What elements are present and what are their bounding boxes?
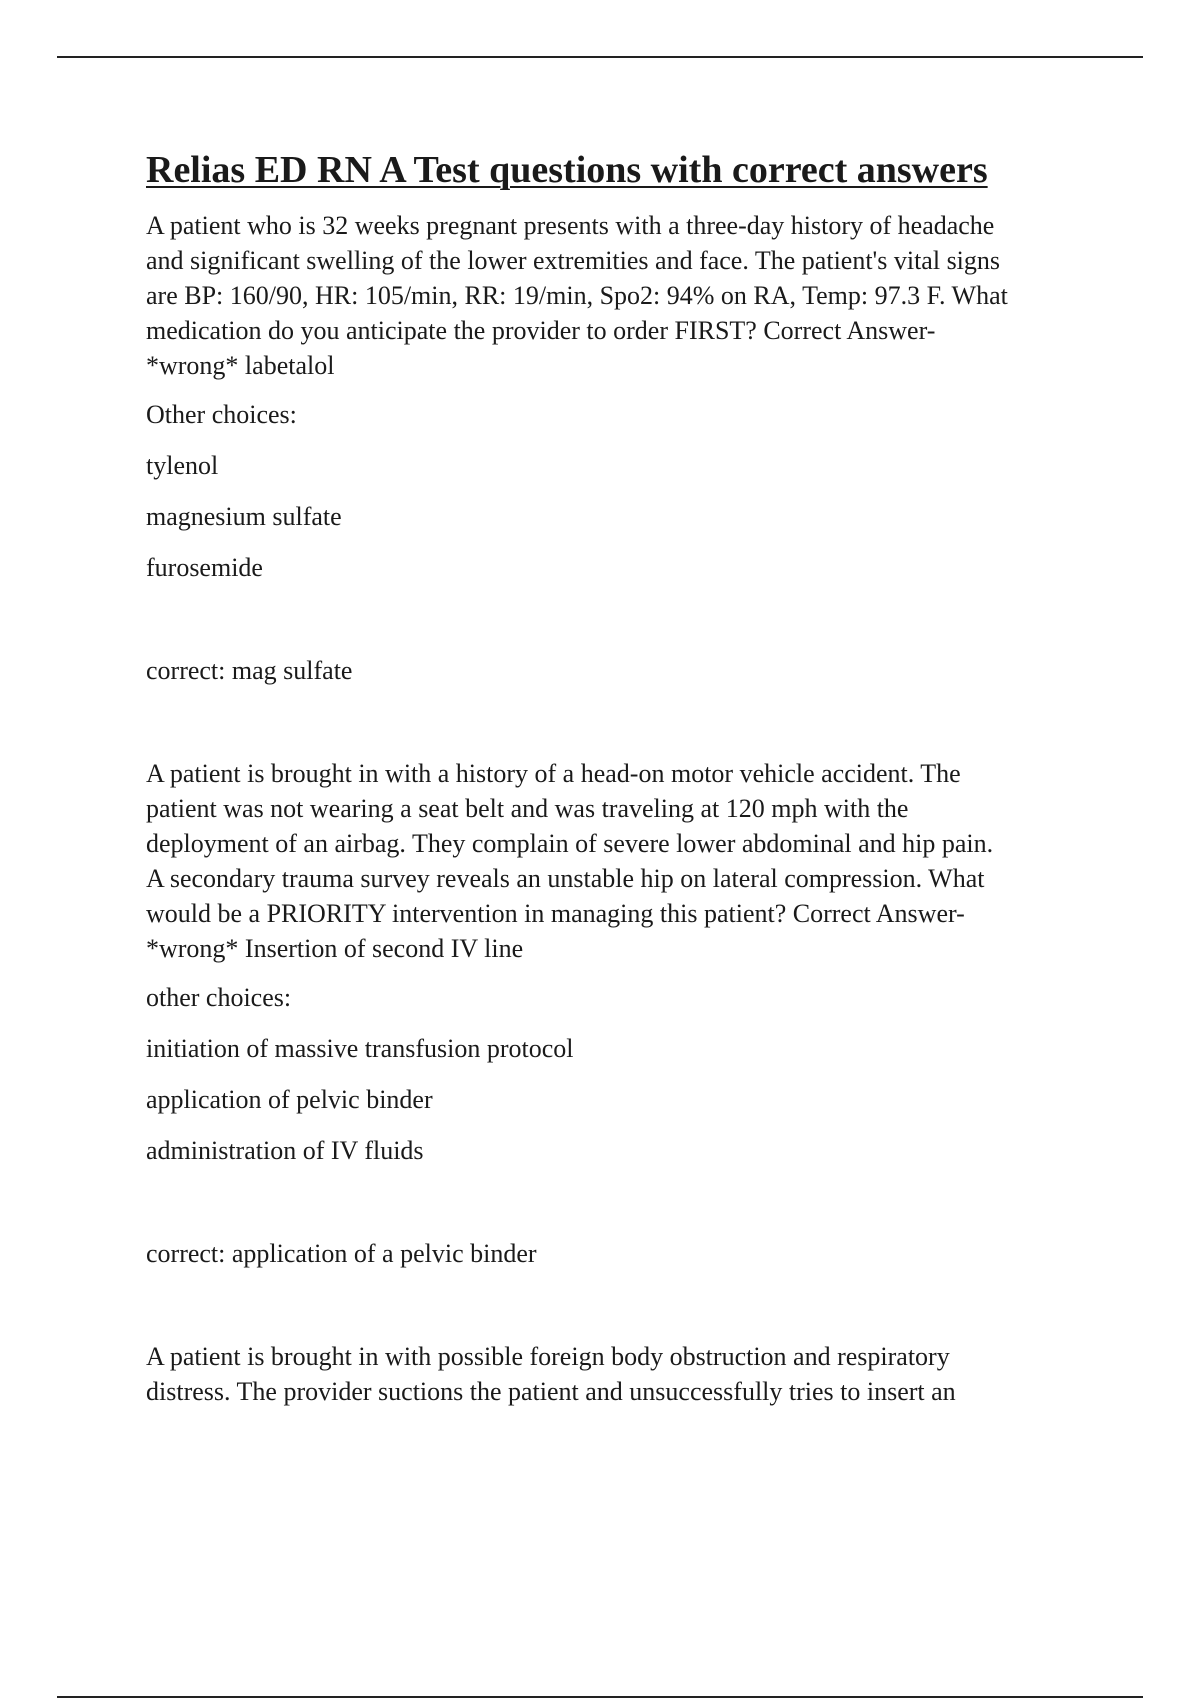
choice-item: initiation of massive transfusion protocol [146,1034,574,1063]
question-text: A patient who is 32 weeks pregnant presents with a three-day history of headache and significant swelling of the lower extremities and face. The patient's vital signs are BP: 160/90, HR: 105/min, RR: 19/min, Spo2: 94% on RA, Temp: 97.3 F. What medication do you anticipate the provider to order FIRST? Correct Answer- *wrong* labetalol [146,211,1008,380]
question-text: A patient is brought in with possible foreign body obstruction and respiratory distress. The provider suctions the patient and unsuccessfully tries to insert an [146,1342,956,1406]
choice-item: magnesium sulfate [146,502,342,531]
top-rule [57,56,1143,58]
question-1 [146,208,1096,688]
other-choices-label: other choices: [146,983,292,1012]
document-body [146,144,1096,1409]
correct-answer: correct: application of a pelvic binder [146,1239,537,1268]
question-text: A patient is brought in with a history of a head-on motor vehicle accident. The patient was not wearing a seat belt and was traveling at 120 mph with the deployment of an airbag. They complain of severe lower abdominal and hip pain. A secondary trauma survey reveals an unstable hip on lateral compression. What would be a PRIORITY intervention in managing this patient? Correct Answer- *wrong* Insertion of second IV line [146,759,994,963]
document-title: Relias ED RN A Test questions with correct answers [146,149,988,191]
other-choices-label: Other choices: [146,400,297,429]
bottom-rule [57,1696,1143,1698]
choice-item: tylenol [146,451,219,480]
choice-item: administration of IV fluids [146,1136,424,1165]
question-2 [146,756,1096,1271]
choice-item: furosemide [146,553,263,582]
choice-item: application of pelvic binder [146,1085,433,1114]
correct-answer: correct: mag sulfate [146,656,353,685]
question-3 [146,1339,1096,1409]
